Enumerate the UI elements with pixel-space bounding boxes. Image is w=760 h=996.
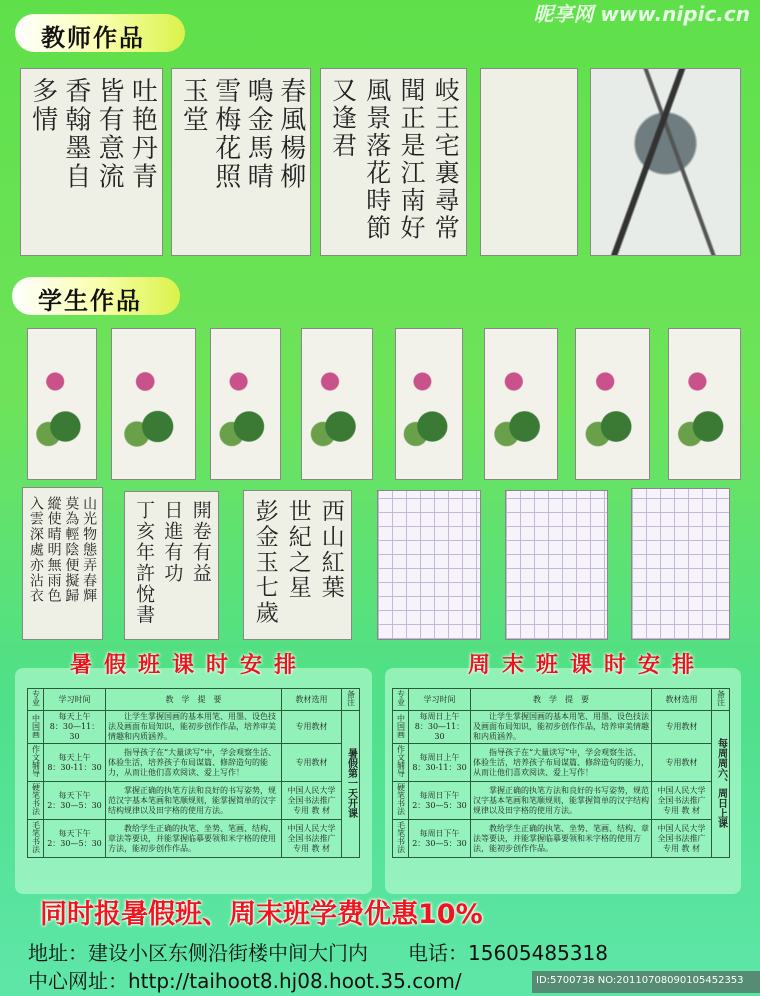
textbook: 专用教材 [652, 711, 712, 744]
student-painting [484, 328, 558, 480]
time: 每周日上午 8：30—11：30 [409, 711, 471, 744]
calligraphy-column: 岐王宅裏尋常 [431, 77, 461, 242]
student-painting [111, 328, 196, 480]
table-row [28, 711, 360, 744]
calligraphy-column: 丁亥年許悅書 [133, 500, 156, 626]
description: 教给学生正确的执笔、坐势、笔画、结构、章法等要诀，并能掌握临摹要领和米字格的使用方法，能初步创作作品。 [106, 820, 282, 858]
header-cell: 备注 [342, 689, 360, 711]
description: 教给学生正确的执笔、坐势、笔画、结构、章法等要诀，并能掌握临摹要领和米字格的使用方法，能初步创作作品。 [471, 820, 652, 858]
teacher-artwork [320, 68, 467, 256]
textbook: 中国人民大学 全国书法推广 专用 教 材 [282, 820, 342, 858]
discount-banner: 同时报暑假班、周末班学费优惠10% [40, 899, 483, 930]
calligraphy-column: 鳴金馬晴 [243, 77, 274, 192]
address [28, 940, 608, 966]
calligraphy-column: 香翰墨自 [60, 77, 91, 192]
header-cell: 专业 [393, 689, 409, 711]
student-painting [575, 328, 650, 480]
summer-schedule-table [27, 688, 360, 858]
table-row [28, 820, 360, 858]
teacher-works-label: 教师作品 [15, 14, 185, 52]
table-row [28, 744, 360, 782]
calligraphy-column: 彭金玉七歲 [251, 499, 278, 626]
table-row [393, 782, 730, 820]
student-artwork [22, 487, 103, 640]
table-row [393, 711, 730, 744]
time: 每周日上午 8：30-11：30 [409, 744, 471, 782]
table-row [393, 744, 730, 782]
student-artwork [243, 490, 352, 640]
calligraphy-column: 皆有意流 [94, 77, 125, 192]
header-cell: 教材选用 [282, 689, 342, 711]
student-painting [210, 328, 281, 480]
student-painting [301, 328, 373, 480]
address-text: 地址：建设小区东侧沿街楼中间大门内 [28, 941, 368, 965]
header-cell: 专业 [28, 689, 44, 711]
header-cell: 学习时间 [409, 689, 471, 711]
subject: 毛笔书法 [393, 820, 409, 858]
textbook: 中国人民大学 全国书法推广 专用 教 材 [652, 820, 712, 858]
note: 暑假第一天开课 [342, 711, 360, 858]
calligraphy-column: 多情 [27, 77, 58, 135]
weekend-title: 周末班课时安排 [468, 653, 707, 678]
student-artwork [631, 488, 730, 640]
website[interactable]: 中心网址：http://taihoot8.hj08.hoot.35.com/ [28, 969, 462, 993]
calligraphy-column: 日進有功 [161, 500, 184, 584]
header-cell: 教 学 提 要 [471, 689, 652, 711]
weekend-schedule-table [392, 688, 730, 858]
subject: 硬笔书法 [28, 782, 44, 820]
table-row [28, 782, 360, 820]
textbook: 中国人民大学 全国书法推广 专用 教 材 [652, 782, 712, 820]
subject: 作文辅导 [28, 744, 44, 782]
teacher-artwork [590, 68, 741, 256]
calligraphy-column: 入雲深處亦沾衣 [27, 496, 44, 604]
table-header [393, 689, 730, 711]
time: 每天下午 2：30—5：30 [44, 782, 106, 820]
subject: 作文辅导 [393, 744, 409, 782]
student-painting [395, 328, 463, 480]
description: 让学生掌握国画的基本用笔、用墨、设色技法及画面布局知识，能初步创作作品，培养审美情趣和内质涵养。 [106, 711, 282, 744]
description: 让学生掌握国画的基本用笔、用墨、设色技法及画面布局知识，能初步创作作品，培养审美情趣和内质涵养。 [471, 711, 652, 744]
description: 掌握正确的执笔方法和良好的书写姿势，规范汉字基本笔画和笔顺规则，能掌握简单的汉字结构规律以及田字格的使用方法。 [106, 782, 282, 820]
subject: 毛笔书法 [28, 820, 44, 858]
teacher-artwork [20, 68, 163, 256]
watermark: 昵享网 www.nipic.cn [533, 2, 750, 26]
calligraphy-column: 春風楊柳 [275, 77, 306, 192]
table-header [28, 689, 360, 711]
header-cell: 教材选用 [652, 689, 712, 711]
note: 每周周六、周日上课 [712, 711, 730, 858]
phone-text: 电话：15605485318 [408, 941, 608, 965]
student-artwork [124, 491, 219, 640]
textbook: 中国人民大学 全国书法推广 专用 教 材 [282, 782, 342, 820]
table-row [393, 820, 730, 858]
textbook: 专用教材 [282, 744, 342, 782]
calligraphy-column: 又逢君 [328, 77, 358, 160]
textbook: 专用教材 [652, 744, 712, 782]
calligraphy-column: 開卷有益 [189, 500, 212, 584]
time: 每天上午 8：30—11：30 [44, 711, 106, 744]
time: 每周日下午 2：30—5：30 [409, 820, 471, 858]
calligraphy-column: 山光物態弄春輝 [81, 496, 98, 604]
student-works-label: 学生作品 [12, 277, 180, 315]
textbook: 专用教材 [282, 711, 342, 744]
calligraphy-column: 吐艳丹青 [127, 77, 158, 192]
calligraphy-column: 縱使晴明無雨色 [45, 496, 62, 604]
calligraphy-column: 雪梅花照 [210, 77, 241, 192]
header-cell: 学习时间 [44, 689, 106, 711]
student-painting [27, 328, 97, 480]
student-artwork [505, 490, 608, 640]
description: 掌握正确的执笔方法和良好的书写姿势，规范汉字基本笔画和笔顺规则，能掌握简单的汉字结构规律以及田字格的使用方法。 [471, 782, 652, 820]
student-artwork [377, 490, 481, 640]
description: 指导孩子在“大量读写”中，学会观察生活、体验生活，培养孩子布局谋篇、修辞造句的能力，从而让他们喜欢阅读、爱上写作！ [471, 744, 652, 782]
student-painting [668, 328, 741, 480]
summer-title: 暑假班课时安排 [70, 653, 309, 678]
teacher-artwork [171, 68, 311, 256]
calligraphy-column: 世紀之星 [284, 499, 311, 601]
time: 每周日下午 2：30—5：30 [409, 782, 471, 820]
calligraphy-column: 西山紅葉 [317, 499, 344, 601]
calligraphy-column: 玉堂 [178, 77, 209, 135]
image-id: ID:5700738 NO:20110708090105452353 [532, 971, 760, 993]
time: 每天上午 8：30-11：30 [44, 744, 106, 782]
calligraphy-column: 聞正是江南好 [397, 77, 426, 242]
calligraphy-column: 莫為輕陰便擬歸 [63, 496, 80, 604]
subject: 中国画 [28, 711, 44, 744]
subject: 硬笔书法 [393, 782, 409, 820]
header-cell: 教 学 提 要 [106, 689, 282, 711]
time: 每天下午 2：30—5：30 [44, 820, 106, 858]
teacher-artwork [480, 68, 578, 256]
calligraphy-column: 風景落花時節 [362, 77, 392, 242]
header-cell: 备注 [712, 689, 730, 711]
description: 指导孩子在“大量读写”中，学会观察生活、体验生活，培养孩子布局谋篇、修辞造句的能力，从而让他们喜欢阅读、爱上写作！ [106, 744, 282, 782]
subject: 中国画 [393, 711, 409, 744]
